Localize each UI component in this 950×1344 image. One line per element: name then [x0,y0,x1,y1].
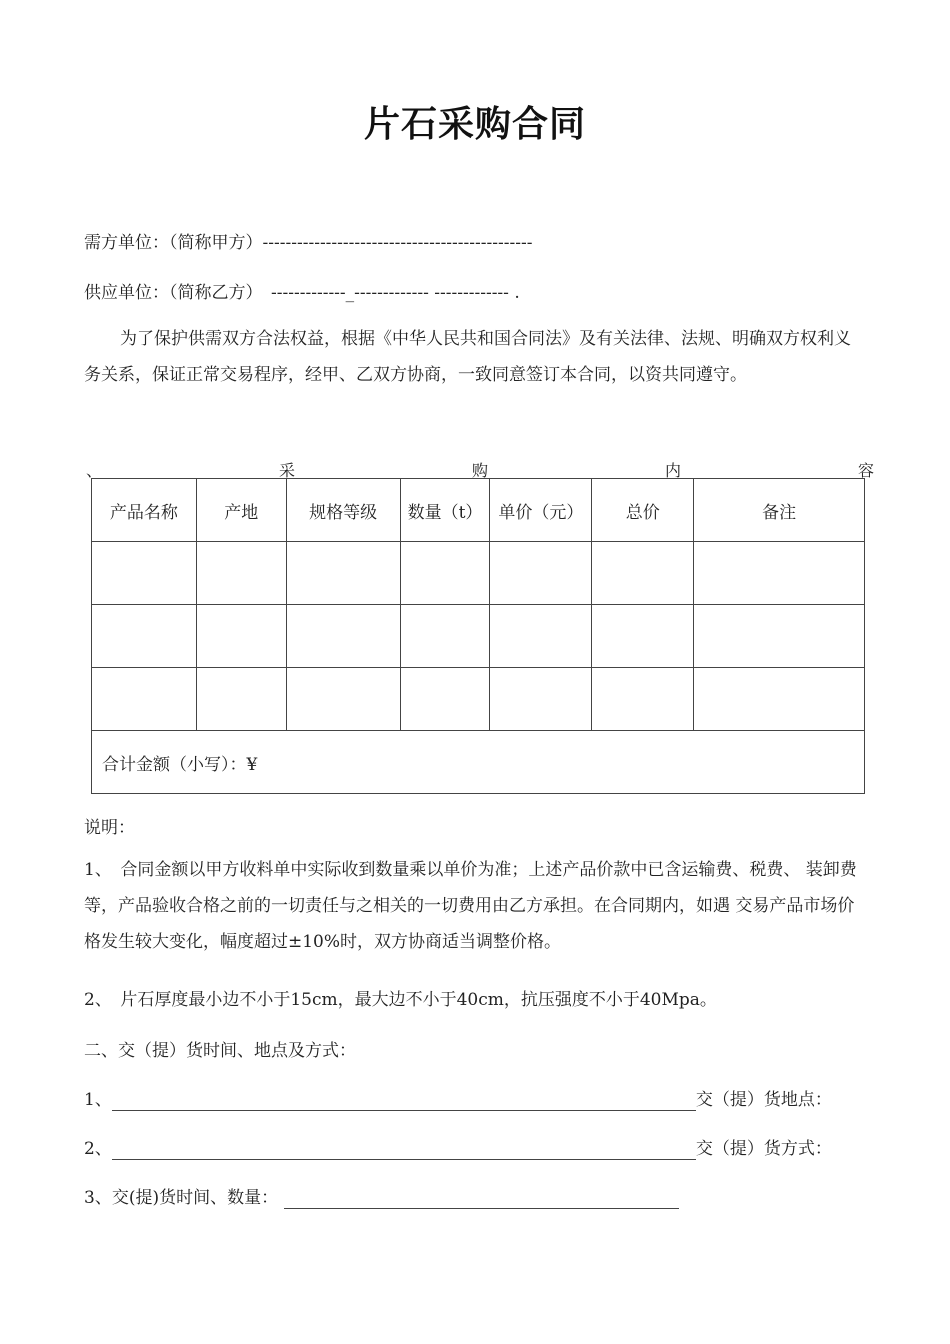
delivery-method-line [84,1134,832,1160]
section1-heading-char: 购 [471,461,488,480]
section1-heading-char: 容 [857,461,874,480]
delivery-item1-suffix: 交（提）货地点： [695,1090,832,1110]
delivery-item1-prefix: 1、 [84,1090,112,1110]
table-cell[interactable] [694,668,865,731]
header-cell: 规格等级 [286,479,400,542]
table-row [92,542,865,605]
header-cell: 数量（t） [400,479,490,542]
note-1: 1、 合同金额以甲方收料单中实际收到数量乘以单价为准；上述产品价款中已含运输费、税费、 装卸费等，产品验收合格之前的一切责任与之相关的一切费用由乙方承担。在合同期内，如遇 交易产品市场价格发生较大变化，幅度超过±10%时，双方协商适当调整价格。 [84,860,857,952]
table-row [92,605,865,668]
delivery-location-blank[interactable] [112,1090,696,1111]
total-amount-cell[interactable]: 合计金额（小写）：¥ [92,731,865,794]
contract-title: 片石采购合同 [363,104,586,145]
table-cell[interactable] [286,542,400,605]
table-cell[interactable] [92,668,197,731]
table-cell[interactable] [400,605,490,668]
delivery-time-line [84,1183,679,1209]
table-cell[interactable] [694,605,865,668]
table-row [92,668,865,731]
header-cell: 产地 [196,479,286,542]
delivery-item2-prefix: 2、 [84,1139,112,1159]
table-cell[interactable] [694,542,865,605]
header-cell: 产品名称 [92,479,197,542]
table-cell[interactable] [92,542,197,605]
header-cell: 单价（元） [490,479,592,542]
delivery-item3-prefix: 3、交(提)货时间、数量： [84,1188,279,1208]
table-cell[interactable] [490,668,592,731]
table-header-row [92,479,865,542]
table-cell[interactable] [490,542,592,605]
supplier-unit-line: 供应单位：（简称乙方） -------------_------------- ------------- . [84,283,520,303]
table-cell[interactable] [400,668,490,731]
buyer-unit-line: 需方单位：（简称甲方）----------------------------------------------- [84,233,533,253]
delivery-time-blank[interactable] [284,1188,679,1209]
purchase-table [91,478,865,794]
table-cell[interactable] [592,605,694,668]
table-cell[interactable] [196,605,286,668]
table-cell[interactable] [592,542,694,605]
table-cell[interactable] [592,668,694,731]
table-cell[interactable] [400,542,490,605]
table-cell[interactable] [196,668,286,731]
intro-paragraph: 为了保护供需双方合法权益，根据《中华人民共和国合同法》及有关法律、法规、明确双方权利义务关系，保证正常交易程序，经甲、乙双方协商，一致同意签订本合同，以资共同遵守。 [84,329,851,385]
table-cell[interactable] [286,668,400,731]
delivery-item2-suffix: 交（提）货方式： [695,1139,832,1159]
notes-heading: 说明： [84,818,135,838]
header-cell: 总价 [592,479,694,542]
table-cell[interactable] [490,605,592,668]
section1-heading-char: 内 [664,461,681,480]
total-row [92,731,865,794]
delivery-method-blank[interactable] [112,1139,696,1160]
section1-heading-char: 、 [86,461,103,480]
table-cell[interactable] [286,605,400,668]
section1-heading-char: 采 [278,461,295,480]
table-cell[interactable] [92,605,197,668]
delivery-location-line [84,1085,832,1111]
table-cell[interactable] [196,542,286,605]
note-2: 2、 片石厚度最小边不小于15cm，最大边不小于40cm，抗压强度不小于40Mpa。 [84,990,717,1010]
header-cell: 备注 [694,479,865,542]
section2-heading: 二、交（提）货时间、地点及方式： [84,1041,356,1061]
